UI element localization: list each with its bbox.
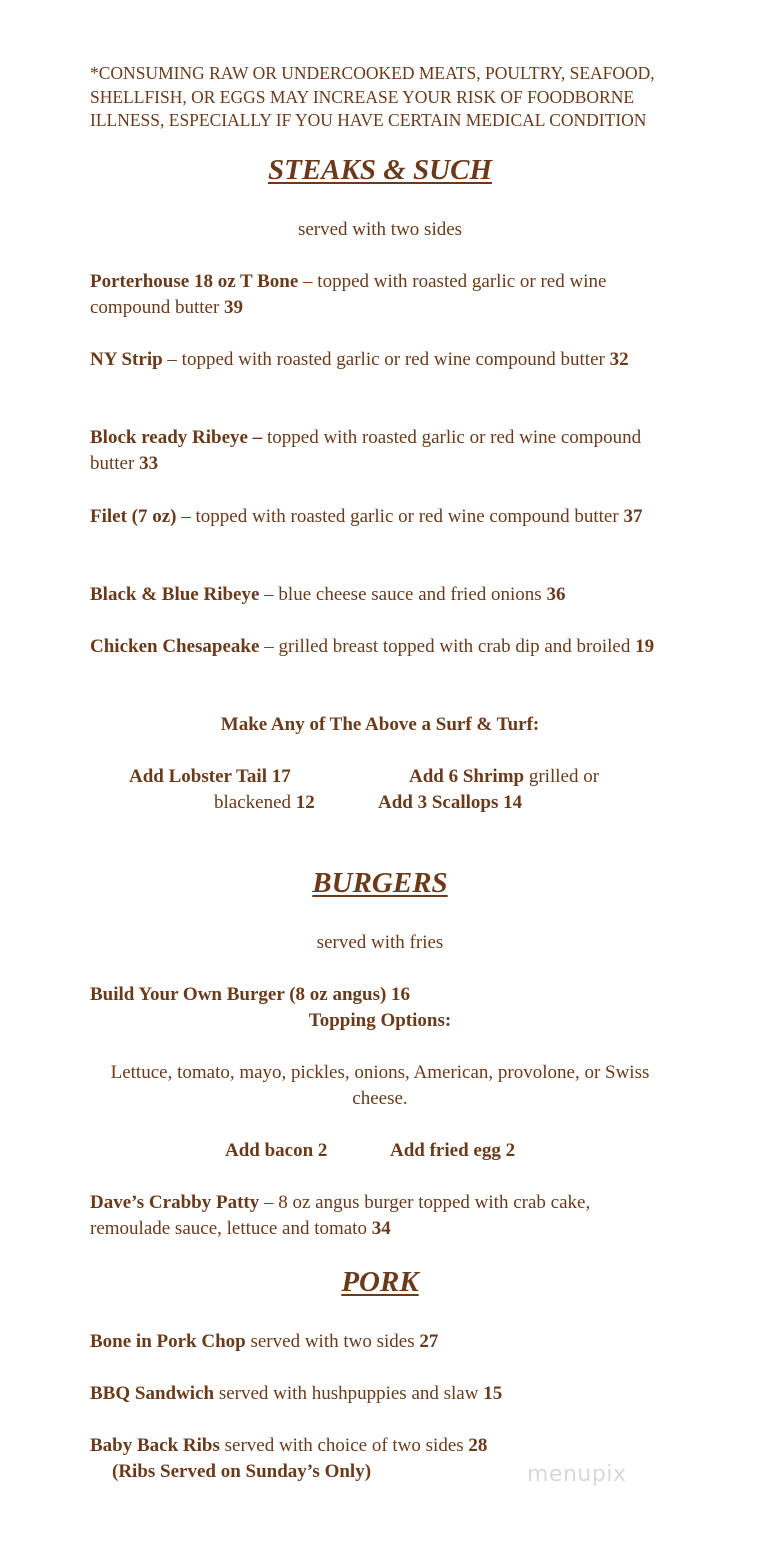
menu-item-ny-strip: [90, 347, 670, 373]
item-desc: topped with roasted garlic or red wine compound butter: [90, 427, 642, 474]
section-title-steaks: STEAKS & SUCH: [267, 154, 493, 186]
menupix-watermark: menupix: [527, 1462, 627, 1487]
item-name: NY Strip: [90, 349, 163, 370]
item-desc: – topped with roasted garlic or red wine compound butter: [176, 506, 624, 527]
item-name: Block ready Ribeye –: [90, 427, 263, 448]
menu-item-block-ready-ribeye: [90, 425, 670, 477]
menu-item-filet: [90, 504, 670, 530]
addon-shrimp: [409, 764, 599, 790]
addon-bacon: Add bacon 2: [225, 1140, 328, 1161]
item-desc: – topped with roasted garlic or red wine compound butter: [162, 349, 610, 370]
addon-shrimp-desc2: blackened: [214, 792, 296, 813]
item-price: 36: [546, 584, 566, 605]
menu-item-chicken-chesapeake: [90, 634, 670, 660]
item-desc: – blue cheese sauce and fried onions: [259, 584, 547, 605]
menu-item-porterhouse: [90, 269, 670, 321]
item-name: Black & Blue Ribeye: [90, 584, 260, 605]
item-desc: served with hushpuppies and slaw: [214, 1383, 484, 1404]
item-price: 27: [419, 1331, 439, 1352]
item-desc: served with choice of two sides: [219, 1435, 469, 1456]
menu-item-black-blue-ribeye: [90, 582, 670, 608]
addon-shrimp-desc: grilled or: [524, 766, 600, 787]
item-price: 37: [623, 506, 643, 527]
item-name: Baby Back Ribs: [90, 1435, 220, 1456]
section-title-burgers: BURGERS: [312, 867, 448, 899]
item-desc: – topped with roasted garlic or red wine compound butter: [90, 271, 607, 318]
menu-item-pork-chop: [90, 1329, 670, 1355]
item-name: Dave’s Crabby Patty: [90, 1192, 260, 1213]
item-desc: served with two sides: [245, 1331, 420, 1352]
topping-options-heading: Topping Options:: [308, 1010, 452, 1031]
item-name: Porterhouse 18 oz T Bone: [90, 271, 299, 292]
item-price: 19: [635, 636, 655, 657]
item-desc: – grilled breast topped with crab dip and broiled: [259, 636, 636, 657]
steaks-subtitle: served with two sides: [297, 219, 463, 240]
item-name: Chicken Chesapeake: [90, 636, 260, 657]
topping-options-list: Lettuce, tomato, mayo, pickles, onions, American, provolone, or Swiss cheese.: [110, 1062, 650, 1109]
addon-shrimp-cont: [214, 790, 315, 816]
menu-item-build-your-own-burger: Build Your Own Burger (8 oz angus) 16: [90, 984, 411, 1005]
ribs-note: (Ribs Served on Sunday’s Only): [112, 1461, 372, 1482]
addon-shrimp-price: 12: [295, 792, 315, 813]
item-price: 32: [609, 349, 629, 370]
menu-item-bbq-sandwich: [90, 1381, 670, 1407]
item-name: BBQ Sandwich: [90, 1383, 215, 1404]
surf-turf-heading: Make Any of The Above a Surf & Turf:: [220, 714, 540, 735]
food-safety-warning: *CONSUMING RAW OR UNDERCOOKED MEATS, POULTRY, SEAFOOD, SHELLFISH, OR EGGS MAY INCREASE YOUR RISK OF FOODBORNE ILLNESS, ESPECIALLY IF YOU HAVE CERTAIN MEDICAL CONDITION: [90, 63, 655, 130]
section-title-pork: PORK: [341, 1266, 419, 1298]
burgers-subtitle: served with fries: [316, 932, 444, 953]
addon-lobster: Add Lobster Tail 17: [129, 766, 291, 787]
item-price: 33: [139, 453, 159, 474]
item-desc: – 8 oz angus burger topped with crab cake, remoulade sauce, lettuce and tomato: [90, 1192, 591, 1239]
addon-scallops: Add 3 Scallops 14: [378, 792, 523, 813]
menu-item-baby-back-ribs: [90, 1433, 670, 1459]
item-name: Bone in Pork Chop: [90, 1331, 246, 1352]
menu-item-crabby-patty: [90, 1190, 670, 1242]
item-price: 28: [468, 1435, 488, 1456]
item-price: 34: [371, 1218, 391, 1239]
item-name: Filet (7 oz): [90, 506, 177, 527]
item-price: 39: [224, 297, 244, 318]
item-price: 15: [483, 1383, 503, 1404]
addon-shrimp-name: Add 6 Shrimp: [409, 766, 525, 787]
addon-fried-egg: Add fried egg 2: [390, 1140, 516, 1161]
